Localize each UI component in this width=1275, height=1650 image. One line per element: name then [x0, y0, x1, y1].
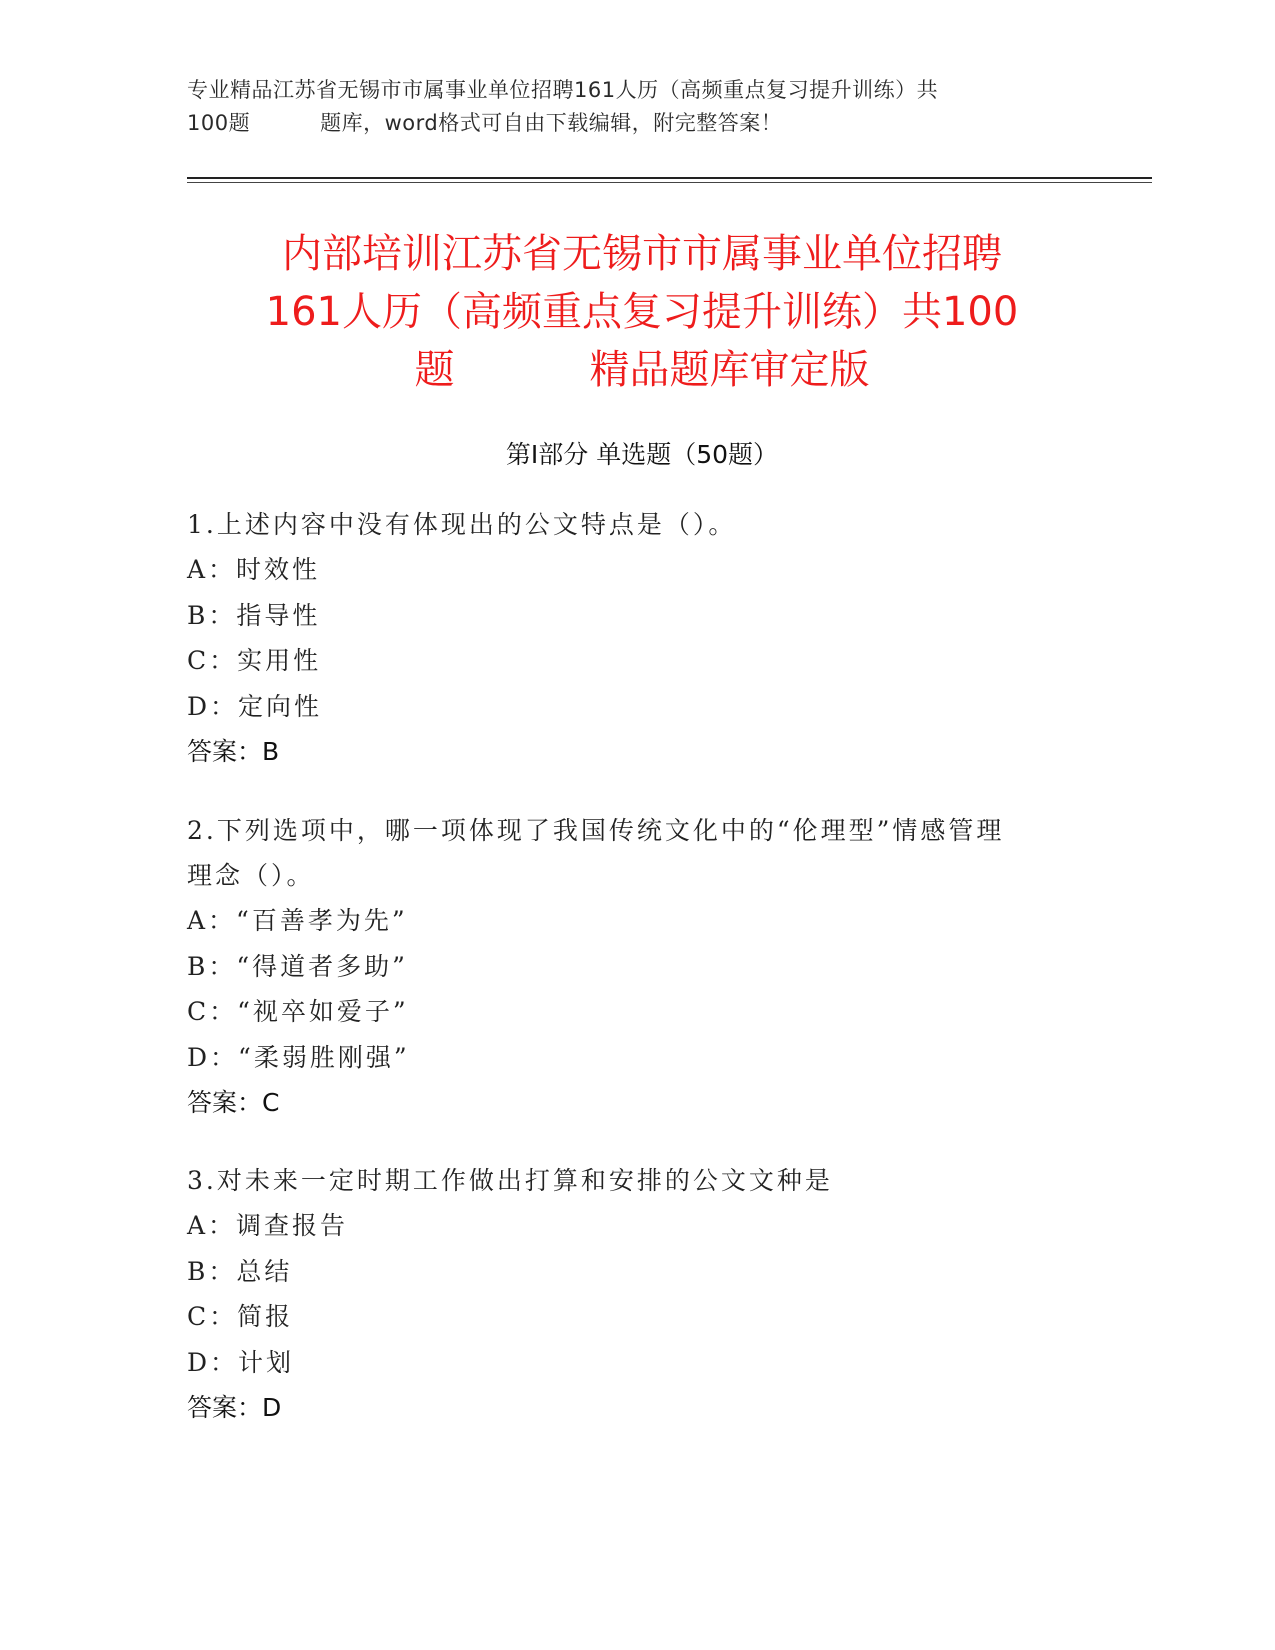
option-d: D：“柔弱胜刚强”: [187, 1042, 410, 1072]
document-title-line2: 161人历（高频重点复习提升训练）共100: [265, 289, 1019, 335]
header-note-line2: [187, 107, 1067, 140]
question-stem-line2: 理念（）。: [187, 861, 315, 890]
option-c: C：实用性: [187, 646, 322, 675]
document-title-line1: 内部培训江苏省无锡市市属事业单位招聘: [282, 231, 1002, 277]
option-a: A：时效性: [187, 555, 321, 584]
option-c: C：简报: [187, 1302, 294, 1331]
header-divider-thin: [187, 182, 1152, 183]
option-b: B：总结: [187, 1256, 293, 1286]
question-stem: 3.对未来一定时期工作做出打算和安排的公文文种是: [187, 1166, 833, 1195]
document-title-line3-a: 题: [414, 347, 455, 393]
header-note-line2-count: 100题: [187, 111, 251, 135]
option-b: B：“得道者多助”: [187, 951, 408, 981]
option-b: B：指导性: [187, 600, 321, 630]
header-divider-thick: [187, 177, 1152, 179]
question-stem-line1: 2.下列选项中，哪一项体现了我国传统文化中的“伦理型”情感管理: [187, 816, 1005, 845]
question-2: [187, 808, 1067, 1126]
option-d: D：计划: [187, 1347, 295, 1377]
document-title-line3-b: 精品题库审定版: [589, 347, 870, 393]
answer: 答案：D: [187, 1393, 282, 1422]
header-note-line2-text: 题库，word格式可自由下载编辑，附完整答案！: [320, 111, 783, 135]
option-c: C：“视卒如爱子”: [187, 997, 409, 1026]
document-title-line3: [187, 341, 1097, 399]
section-title: 第Ⅰ部分 单选题（50题）: [505, 440, 779, 469]
question-1: [187, 502, 1067, 775]
question-stem: 1.上述内容中没有体现出的公文特点是（）。: [187, 510, 737, 539]
header-note-line1: 专业精品江苏省无锡市市属事业单位招聘161人历（高频重点复习提升训练）共: [187, 78, 939, 102]
question-3: [187, 1158, 1067, 1431]
option-a: A：调查报告: [187, 1211, 349, 1240]
option-d: D：定向性: [187, 691, 323, 721]
answer: 答案：B: [187, 737, 280, 766]
option-a: A：“百善孝为先”: [187, 906, 408, 935]
header-note: [187, 74, 1067, 140]
document-title: [187, 225, 1097, 399]
answer: 答案：C: [187, 1088, 280, 1117]
